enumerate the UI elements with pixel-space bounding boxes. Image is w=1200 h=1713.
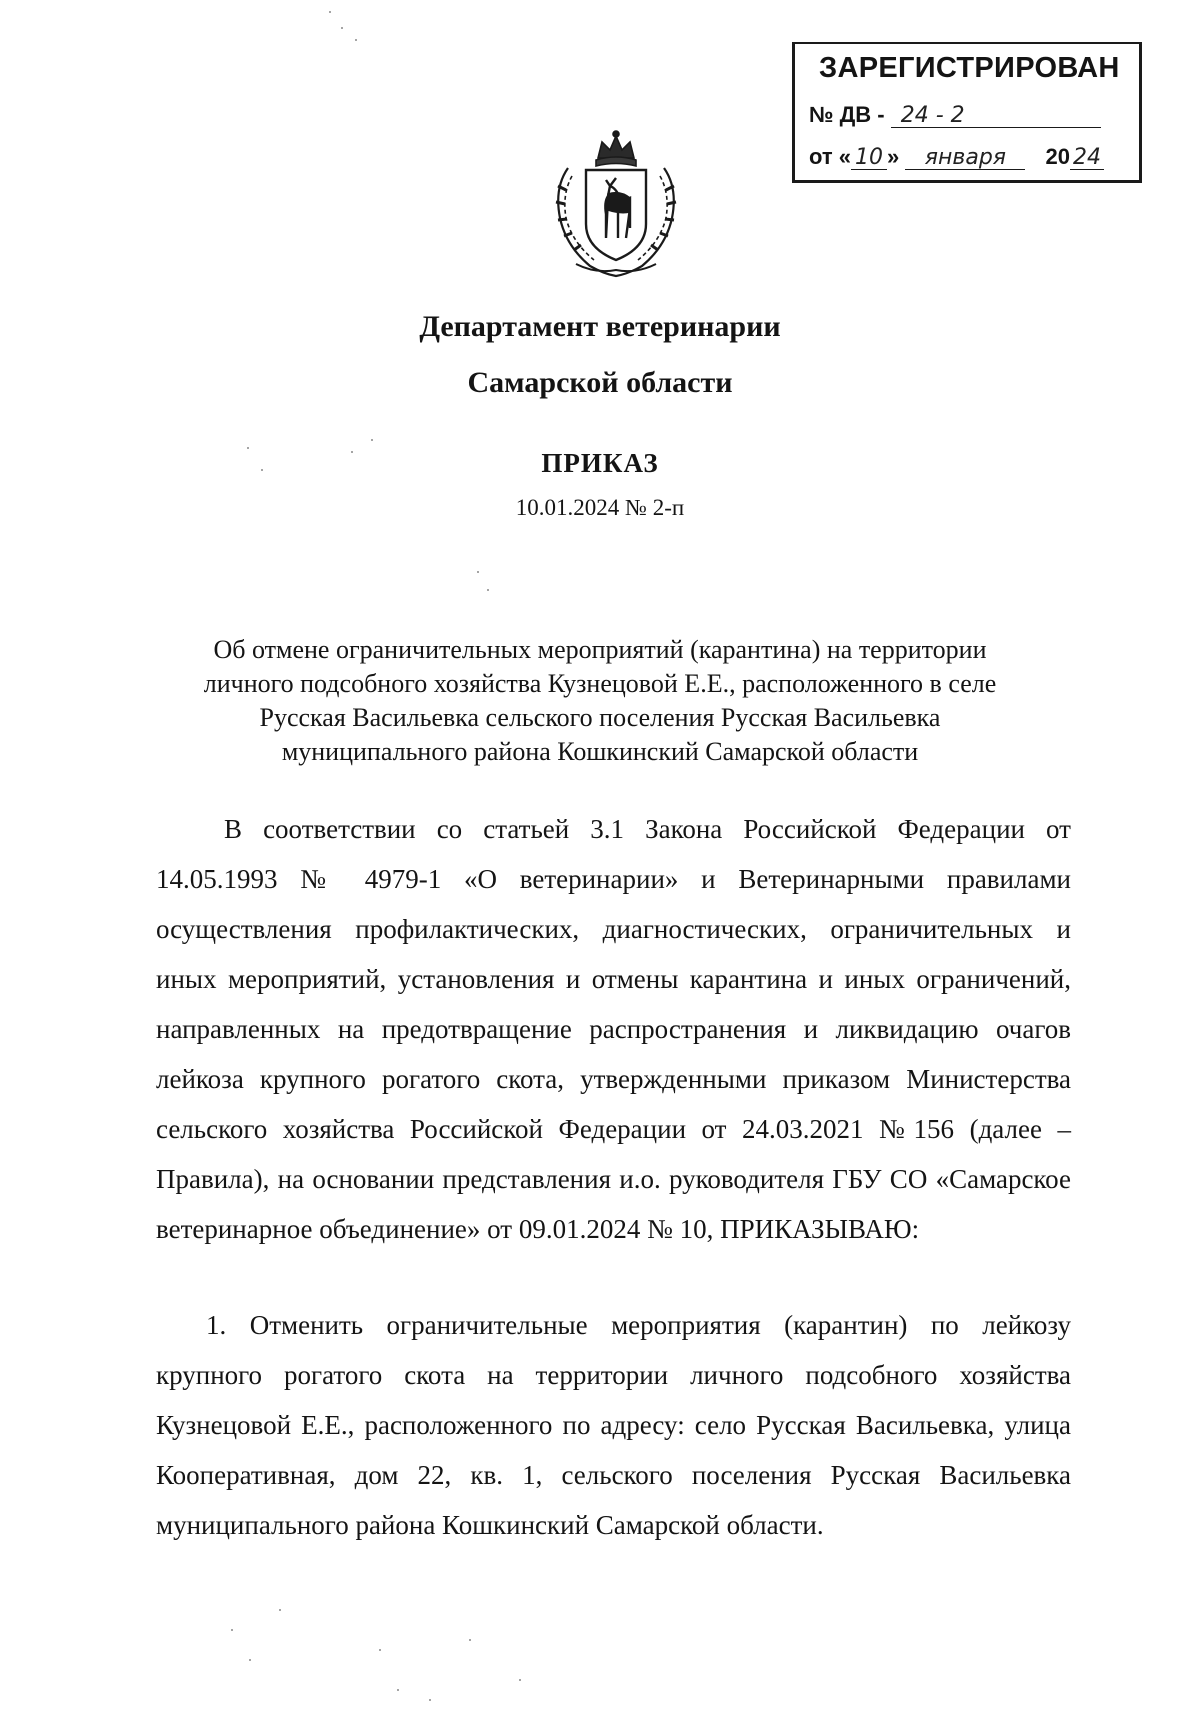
coat-of-arms-emblem bbox=[546, 128, 686, 280]
stamp-date-prefix: от « bbox=[809, 144, 852, 169]
department-name-line1: Департамент ветеринарии bbox=[419, 310, 781, 343]
stamp-title: ЗАРЕГИСТРИРОВАН bbox=[819, 52, 1120, 84]
document-number-date: 10.01.2024 № 2-п bbox=[515, 495, 685, 520]
stamp-date-month: января bbox=[905, 147, 1025, 170]
subject-line: Русская Васильевка сельского поселения Русская Васильевка bbox=[259, 703, 941, 732]
stamp-number-value: 24 - 2 bbox=[891, 105, 1101, 128]
stamp-date-year-suffix: 24 bbox=[1070, 147, 1104, 170]
clause-1-paragraph: 1. Отменить ограничительные мероприятия (карантин) по лейкозу крупного рогатого скота на территории личного подсобного хозяйства Кузнецовой Е.Е., расположенного по адресу: село Русская Васильевка, улица Кооперативная, дом 22, кв. 1, сельского поселения Русская Васильевка муниципального района Кошкинский Самарской области. bbox=[156, 1310, 1071, 1540]
department-name-line2: Самарской области bbox=[467, 366, 733, 399]
subject-line: муниципального района Кошкинский Самарской области bbox=[281, 737, 919, 766]
stamp-number-prefix: № ДВ - bbox=[809, 102, 885, 127]
order-subject bbox=[150, 633, 1050, 769]
subject-line: личного подсобного хозяйства Кузнецовой Е.Е., расположенного в селе bbox=[203, 669, 997, 698]
stamp-date-year-prefix: 20 bbox=[1045, 144, 1070, 169]
subject-line: Об отмене ограничительных мероприятий (карантина) на территории bbox=[213, 635, 987, 664]
stamp-date-day: 10 bbox=[851, 147, 887, 170]
stamp-number-row bbox=[809, 102, 1101, 128]
stamp-date-mid: » bbox=[887, 144, 900, 169]
stamp-date-row bbox=[809, 144, 1104, 170]
preamble-paragraph: В соответствии со статьей 3.1 Закона Российской Федерации от 14.05.1993 № 4979-1 «О ветеринарии» и Ветеринарными правилами осуществления профилактических, диагностических, ограничительных и иных мероприятий, установления и отмены карантина и иных ограничений, направленных на предотвращение распространения и ликвидацию очагов лейкоза крупного рогатого скота, утвержденными приказом Министерства сельского хозяйства Российской Федерации от 24.03.2021 №156 (далее – Правила), на основании представления и.о. руководителя ГБУ СО «Самарское ветеринарное объединение» от 09.01.2024 № 10, ПРИКАЗЫВАЮ: bbox=[156, 814, 1071, 1244]
document-type: ПРИКАЗ bbox=[541, 448, 659, 478]
registration-stamp bbox=[792, 42, 1142, 183]
